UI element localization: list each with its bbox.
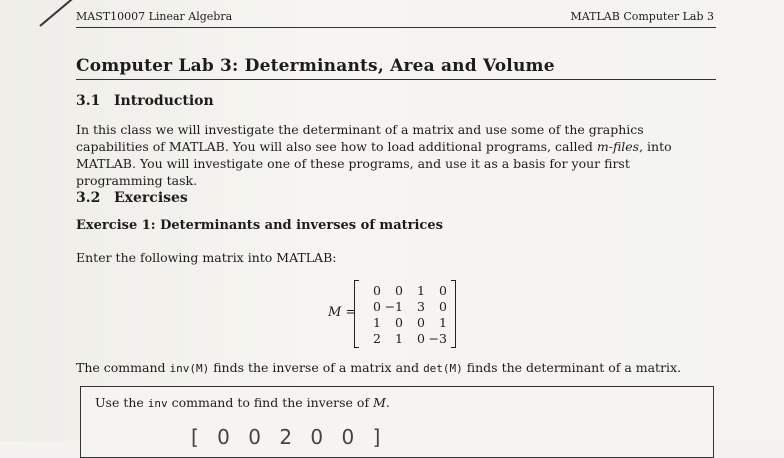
inv-code: inv(M) [169, 362, 210, 375]
exercise-instruction: Enter the following matrix into MATLAB: [76, 250, 337, 265]
matrix-equals: = [345, 305, 357, 320]
matrix-cell: 0 [417, 330, 425, 346]
matrix-cell: 0 [417, 314, 425, 330]
det-code: det(M) [423, 362, 463, 375]
matrix-cell: 3 [417, 298, 425, 314]
exercise-heading: Exercise 1: Determinants and inverses of matrices [76, 218, 443, 233]
section-exercises-heading [76, 190, 188, 206]
task-var: M [373, 395, 386, 410]
matrix-cell: 1 [417, 282, 425, 298]
section-title: Exercises [114, 190, 188, 206]
matrix-cell: 0 [439, 282, 447, 298]
cmd-text: finds the inverse of a matrix and [209, 360, 424, 375]
section-title: Introduction [114, 93, 214, 109]
matrix-row [359, 330, 447, 346]
intro-text-1: In this class we will investigate the determinant of a matrix and use some of the graphics capabilities of MATLAB. You will also see how to load additional programs, called [76, 122, 644, 154]
task-prefix: Use the [95, 395, 148, 410]
exercise-task-box [80, 386, 714, 458]
matrix-name: M [328, 305, 342, 320]
matrix-cell: −1 [384, 298, 403, 314]
matrix-table [359, 282, 447, 346]
matrix-label [328, 305, 356, 320]
cmd-text: finds the determinant of a matrix. [462, 360, 682, 375]
matrix-cell: 0 [373, 282, 381, 298]
matrix-cell: 0 [439, 298, 447, 314]
matrix-row [359, 298, 447, 314]
section-number: 3.1 [76, 93, 101, 109]
matrix-row [359, 282, 447, 298]
matrix-cell: 1 [395, 330, 403, 346]
intro-paragraph [76, 121, 716, 189]
command-description [76, 360, 681, 375]
intro-mfiles: m-files [596, 139, 640, 154]
task-code: inv [147, 397, 168, 410]
handwritten-answer: [ 0 0 2 0 0 ] [191, 425, 387, 449]
header-lab: MATLAB Computer Lab 3 [570, 10, 714, 23]
matrix-cell: 1 [373, 314, 381, 330]
matrix-cell: 0 [395, 282, 403, 298]
page-title: Computer Lab 3: Determinants, Area and Volume [76, 56, 555, 76]
task-middle: command to find the inverse of [167, 395, 374, 410]
task-suffix: . [385, 395, 390, 410]
matrix-M [354, 280, 456, 348]
cmd-text: The command [76, 360, 170, 375]
header-course: MAST10007 Linear Algebra [76, 10, 233, 23]
matrix-cell: 2 [373, 330, 381, 346]
matrix-cell: 0 [373, 298, 381, 314]
intro-text-2: , into MATLAB. You will investigate one of these programs, and use it as a basis for your first programming task. [76, 139, 672, 188]
matrix-cell: −3 [428, 330, 447, 346]
header-rule [76, 27, 716, 28]
task-text [95, 395, 390, 410]
matrix-cell: 1 [439, 314, 447, 330]
section-intro-heading [76, 93, 214, 109]
title-rule [76, 79, 716, 80]
matrix-row [359, 314, 447, 330]
matrix-cell: 0 [395, 314, 403, 330]
section-number: 3.2 [76, 190, 101, 206]
